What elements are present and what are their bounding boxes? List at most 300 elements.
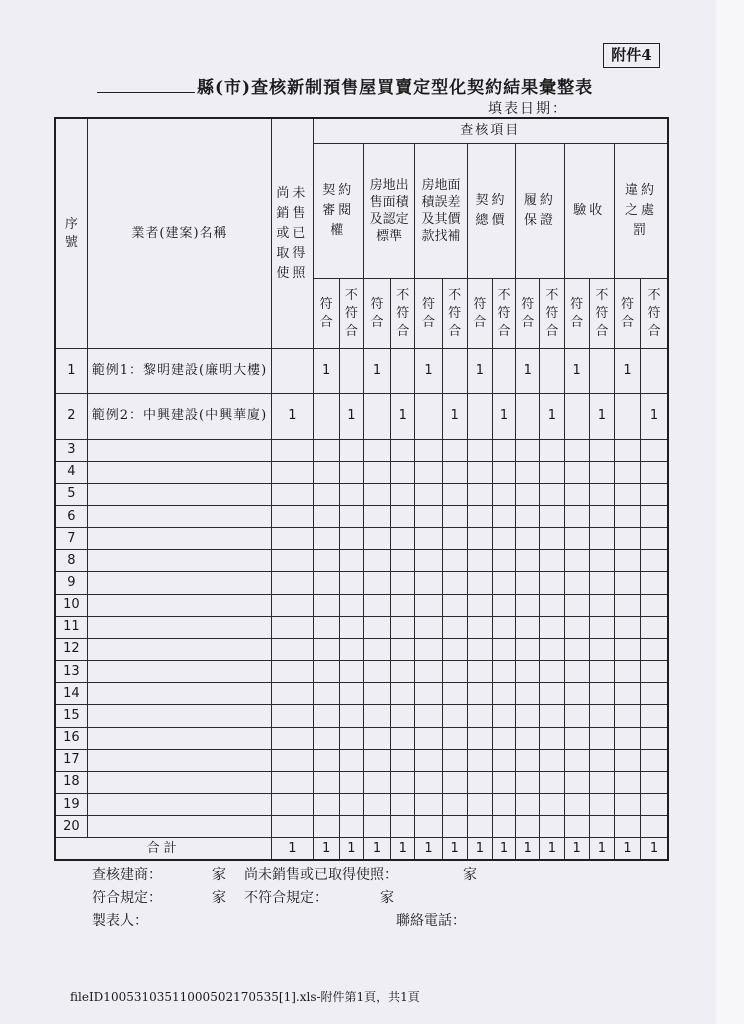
row-check-cell (339, 439, 363, 461)
row-check-cell (391, 661, 415, 683)
row-check-cell (589, 794, 614, 816)
row-check-cell (516, 816, 540, 838)
table-row (55, 461, 668, 483)
row-seq: 6 (55, 505, 87, 527)
header-item-2: 房地出售面積及認定標準 (363, 143, 414, 278)
row-check-cell (391, 616, 415, 638)
row-company-name (87, 794, 271, 816)
fill-date-label: 填表日期： (488, 101, 568, 117)
row-check-cell (516, 661, 540, 683)
row-check-cell (415, 661, 442, 683)
row-check-cell (363, 816, 390, 838)
noncomply-unit: 家 (380, 890, 394, 906)
table-row (55, 771, 668, 793)
row-check-cell (363, 661, 390, 683)
row-seq: 15 (55, 705, 87, 727)
row-check-cell (415, 528, 442, 550)
row-check-cell (516, 394, 540, 439)
row-check-cell (391, 349, 415, 394)
row-check-cell (589, 749, 614, 771)
row-check-cell (564, 594, 589, 616)
comply-count-label: 符合規定： (92, 890, 162, 906)
subheader-non-comply-6: 不符合 (589, 279, 614, 349)
row-check-cell (363, 461, 390, 483)
row-check-cell (540, 528, 564, 550)
subheader-comply-4: 符合 (467, 279, 492, 349)
total-cell: 1 (641, 838, 668, 860)
row-seq: 20 (55, 816, 87, 838)
row-check-cell (391, 727, 415, 749)
row-check-cell: 1 (614, 349, 640, 394)
table-row (55, 683, 668, 705)
row-check-cell (564, 638, 589, 660)
row-check-cell (589, 594, 614, 616)
subheader-non-comply-4: 不符合 (492, 279, 515, 349)
row-unsold (272, 349, 313, 394)
subheader-comply-2: 符合 (363, 279, 390, 349)
row-check-cell (415, 394, 442, 439)
row-check-cell (339, 683, 363, 705)
table-row (55, 483, 668, 505)
row-check-cell (363, 794, 390, 816)
row-unsold (272, 705, 313, 727)
inspected-count-label: 查核建商： (92, 867, 162, 883)
row-check-cell (415, 461, 442, 483)
row-check-cell (589, 616, 614, 638)
row-check-cell (363, 394, 390, 439)
row-check-cell (492, 816, 515, 838)
unsold-unit: 家 (463, 867, 477, 883)
row-check-cell (589, 683, 614, 705)
row-company-name (87, 683, 271, 705)
row-check-cell (641, 816, 668, 838)
phone-label: 聯絡電話： (396, 913, 466, 929)
row-check-cell (564, 483, 589, 505)
row-check-cell (614, 705, 640, 727)
row-company-name (87, 439, 271, 461)
row-check-cell (516, 727, 540, 749)
row-check-cell (391, 683, 415, 705)
row-check-cell (467, 705, 492, 727)
row-check-cell (442, 771, 467, 793)
row-check-cell (467, 816, 492, 838)
row-check-cell (540, 572, 564, 594)
row-check-cell (540, 727, 564, 749)
row-check-cell (614, 727, 640, 749)
row-check-cell (540, 594, 564, 616)
row-check-cell (467, 394, 492, 439)
row-check-cell (313, 661, 339, 683)
row-company-name (87, 661, 271, 683)
row-company-name (87, 528, 271, 550)
row-check-cell (589, 349, 614, 394)
row-check-cell (589, 771, 614, 793)
header-item-5: 履約保證 (516, 143, 564, 278)
row-check-cell (415, 816, 442, 838)
row-check-cell: 1 (442, 394, 467, 439)
row-check-cell (492, 705, 515, 727)
row-check-cell (564, 461, 589, 483)
row-check-cell (391, 638, 415, 660)
row-check-cell (614, 528, 640, 550)
row-company-name (87, 550, 271, 572)
row-check-cell (641, 550, 668, 572)
row-check-cell (564, 616, 589, 638)
row-check-cell (589, 661, 614, 683)
row-check-cell (516, 771, 540, 793)
row-check-cell (492, 483, 515, 505)
row-check-cell (363, 705, 390, 727)
row-seq: 1 (55, 349, 87, 394)
row-check-cell (492, 638, 515, 660)
row-company-name (87, 749, 271, 771)
total-cell: 1 (516, 838, 540, 860)
row-unsold (272, 550, 313, 572)
row-check-cell (313, 528, 339, 550)
row-check-cell (540, 816, 564, 838)
row-check-cell (641, 572, 668, 594)
total-cell: 1 (415, 838, 442, 860)
row-seq: 12 (55, 638, 87, 660)
row-check-cell (467, 594, 492, 616)
row-check-cell (313, 483, 339, 505)
row-check-cell (516, 616, 540, 638)
row-check-cell (540, 771, 564, 793)
header-item-7: 違約之處罰 (614, 143, 668, 278)
row-check-cell (614, 794, 640, 816)
row-check-cell (442, 683, 467, 705)
row-company-name: 範例2：中興建設(中興華廈) (87, 394, 271, 439)
row-check-cell (492, 661, 515, 683)
row-check-cell (492, 771, 515, 793)
row-check-cell (391, 749, 415, 771)
row-check-cell: 1 (313, 349, 339, 394)
row-unsold (272, 727, 313, 749)
row-seq: 9 (55, 572, 87, 594)
table-row (55, 661, 668, 683)
county-blank-line (97, 92, 195, 93)
table-row (55, 638, 668, 660)
row-check-cell (467, 771, 492, 793)
row-check-cell (614, 661, 640, 683)
row-seq: 18 (55, 771, 87, 793)
row-check-cell (339, 528, 363, 550)
row-check-cell (492, 616, 515, 638)
row-seq: 11 (55, 616, 87, 638)
row-check-cell: 1 (391, 394, 415, 439)
row-check-cell (313, 683, 339, 705)
row-check-cell (467, 727, 492, 749)
row-check-cell (442, 661, 467, 683)
row-check-cell (589, 705, 614, 727)
row-check-cell: 1 (564, 349, 589, 394)
row-check-cell (313, 439, 339, 461)
row-check-cell (313, 816, 339, 838)
row-check-cell (614, 683, 640, 705)
row-seq: 16 (55, 727, 87, 749)
row-check-cell (415, 727, 442, 749)
row-check-cell (564, 394, 589, 439)
row-check-cell (492, 727, 515, 749)
row-unsold (272, 528, 313, 550)
row-check-cell (415, 705, 442, 727)
row-check-cell (564, 505, 589, 527)
row-check-cell (313, 461, 339, 483)
row-seq: 19 (55, 794, 87, 816)
noncomply-count-label: 不符合規定： (244, 890, 328, 906)
row-check-cell (339, 594, 363, 616)
row-check-cell (589, 638, 614, 660)
row-check-cell (442, 505, 467, 527)
row-check-cell (589, 505, 614, 527)
row-check-cell (540, 550, 564, 572)
row-check-cell (363, 550, 390, 572)
row-check-cell (442, 528, 467, 550)
row-check-cell (516, 528, 540, 550)
row-check-cell (442, 349, 467, 394)
row-check-cell (540, 439, 564, 461)
row-check-cell (391, 439, 415, 461)
row-check-cell (516, 483, 540, 505)
row-check-cell (415, 794, 442, 816)
total-cell: 1 (492, 838, 515, 860)
scan-edge (716, 0, 744, 1024)
row-check-cell (467, 528, 492, 550)
row-check-cell: 1 (589, 394, 614, 439)
row-check-cell (641, 349, 668, 394)
row-check-cell (415, 594, 442, 616)
row-check-cell (467, 483, 492, 505)
row-check-cell (564, 550, 589, 572)
subheader-non-comply-7: 不符合 (641, 279, 668, 349)
row-check-cell (313, 727, 339, 749)
row-check-cell (313, 594, 339, 616)
row-check-cell (492, 572, 515, 594)
row-check-cell (516, 505, 540, 527)
row-check-cell (363, 505, 390, 527)
row-company-name (87, 594, 271, 616)
row-check-cell (614, 594, 640, 616)
row-check-cell (641, 594, 668, 616)
row-company-name (87, 572, 271, 594)
row-check-cell (492, 794, 515, 816)
row-check-cell (614, 638, 640, 660)
row-check-cell (415, 483, 442, 505)
row-check-cell (313, 749, 339, 771)
row-check-cell (391, 550, 415, 572)
row-check-cell (641, 528, 668, 550)
row-check-cell (540, 683, 564, 705)
row-check-cell (391, 794, 415, 816)
attachment-label: 附件4 (603, 43, 660, 68)
row-company-name (87, 505, 271, 527)
row-company-name (87, 771, 271, 793)
row-company-name (87, 638, 271, 660)
row-check-cell (564, 749, 589, 771)
row-check-cell (641, 794, 668, 816)
table-row (55, 572, 668, 594)
subheader-non-comply-1: 不符合 (339, 279, 363, 349)
row-unsold (272, 749, 313, 771)
row-check-cell (516, 749, 540, 771)
row-check-cell (492, 439, 515, 461)
total-cell: 1 (313, 838, 339, 860)
row-check-cell (339, 349, 363, 394)
subheader-non-comply-3: 不符合 (442, 279, 467, 349)
total-cell: 1 (442, 838, 467, 860)
row-check-cell (540, 794, 564, 816)
row-check-cell (415, 572, 442, 594)
row-seq: 17 (55, 749, 87, 771)
row-check-cell (641, 616, 668, 638)
row-check-cell (641, 661, 668, 683)
total-cell: 1 (363, 838, 390, 860)
row-check-cell (492, 749, 515, 771)
row-check-cell (614, 394, 640, 439)
row-check-cell (313, 550, 339, 572)
row-check-cell (339, 461, 363, 483)
row-check-cell (363, 727, 390, 749)
row-check-cell (614, 816, 640, 838)
unsold-count-label: 尚未銷售或已取得使照： (244, 867, 398, 883)
table-row (55, 794, 668, 816)
row-check-cell (540, 638, 564, 660)
table-row (55, 505, 668, 527)
row-check-cell (391, 816, 415, 838)
total-row (55, 838, 668, 860)
row-check-cell (614, 749, 640, 771)
row-check-cell (442, 616, 467, 638)
row-check-cell (442, 816, 467, 838)
row-seq: 3 (55, 439, 87, 461)
row-unsold (272, 505, 313, 527)
row-check-cell (313, 572, 339, 594)
row-seq: 8 (55, 550, 87, 572)
row-check-cell (467, 749, 492, 771)
row-check-cell (339, 550, 363, 572)
row-check-cell (614, 771, 640, 793)
row-check-cell (589, 816, 614, 838)
subheader-comply-1: 符合 (313, 279, 339, 349)
table-row (55, 705, 668, 727)
row-check-cell (313, 705, 339, 727)
row-check-cell (363, 572, 390, 594)
row-check-cell (564, 661, 589, 683)
row-company-name (87, 461, 271, 483)
row-check-cell (540, 505, 564, 527)
row-check-cell (641, 771, 668, 793)
row-check-cell (363, 528, 390, 550)
table-row (55, 749, 668, 771)
row-check-cell (339, 638, 363, 660)
row-check-cell (363, 483, 390, 505)
header-company: 業者(建案)名稱 (87, 118, 271, 349)
row-check-cell (641, 638, 668, 660)
row-check-cell (614, 505, 640, 527)
row-check-cell (339, 616, 363, 638)
row-check-cell (540, 349, 564, 394)
row-check-cell (540, 661, 564, 683)
row-check-cell (442, 727, 467, 749)
form-title: 縣(市)查核新制預售屋買賣定型化契約結果彙整表 (197, 78, 594, 98)
row-check-cell (363, 439, 390, 461)
row-check-cell (516, 705, 540, 727)
row-check-cell (516, 794, 540, 816)
row-check-cell (516, 439, 540, 461)
row-check-cell (564, 816, 589, 838)
row-unsold (272, 816, 313, 838)
file-info: fileID1005310351100050217053​5[1].xls-附件第1頁，共1頁 (70, 990, 420, 1004)
row-check-cell (516, 594, 540, 616)
table-row (55, 616, 668, 638)
row-check-cell (339, 661, 363, 683)
row-check-cell (313, 794, 339, 816)
subheader-non-comply-2: 不符合 (391, 279, 415, 349)
row-company-name (87, 483, 271, 505)
row-check-cell (467, 638, 492, 660)
row-check-cell (339, 505, 363, 527)
subheader-comply-7: 符合 (614, 279, 640, 349)
row-check-cell: 1 (641, 394, 668, 439)
row-check-cell: 1 (339, 394, 363, 439)
row-check-cell (516, 572, 540, 594)
total-cell: 1 (589, 838, 614, 860)
row-check-cell (540, 616, 564, 638)
row-check-cell (564, 572, 589, 594)
row-check-cell (467, 505, 492, 527)
row-seq: 13 (55, 661, 87, 683)
row-company-name (87, 727, 271, 749)
subheader-comply-6: 符合 (564, 279, 589, 349)
row-check-cell (589, 483, 614, 505)
row-check-cell (614, 572, 640, 594)
row-check-cell (492, 349, 515, 394)
row-check-cell (415, 683, 442, 705)
inspected-unit: 家 (212, 867, 226, 883)
table-row (55, 550, 668, 572)
row-seq: 5 (55, 483, 87, 505)
row-check-cell (467, 661, 492, 683)
row-seq: 10 (55, 594, 87, 616)
row-check-cell (564, 771, 589, 793)
table-row (55, 727, 668, 749)
row-check-cell (641, 749, 668, 771)
row-check-cell (415, 505, 442, 527)
row-unsold (272, 683, 313, 705)
row-check-cell (589, 572, 614, 594)
row-check-cell (589, 727, 614, 749)
row-check-cell (492, 550, 515, 572)
row-check-cell (313, 771, 339, 793)
maker-label: 製表人： (92, 913, 148, 929)
row-check-cell (641, 505, 668, 527)
row-check-cell (564, 439, 589, 461)
row-check-cell (391, 771, 415, 793)
row-unsold (272, 616, 313, 638)
row-check-cell (363, 749, 390, 771)
total-cell: 1 (540, 838, 564, 860)
row-check-cell (442, 483, 467, 505)
row-check-cell (363, 616, 390, 638)
row-check-cell (442, 749, 467, 771)
row-check-cell (467, 550, 492, 572)
row-check-cell: 1 (540, 394, 564, 439)
row-check-cell (641, 439, 668, 461)
row-unsold (272, 771, 313, 793)
row-check-cell (442, 550, 467, 572)
row-check-cell (614, 439, 640, 461)
row-check-cell (467, 461, 492, 483)
